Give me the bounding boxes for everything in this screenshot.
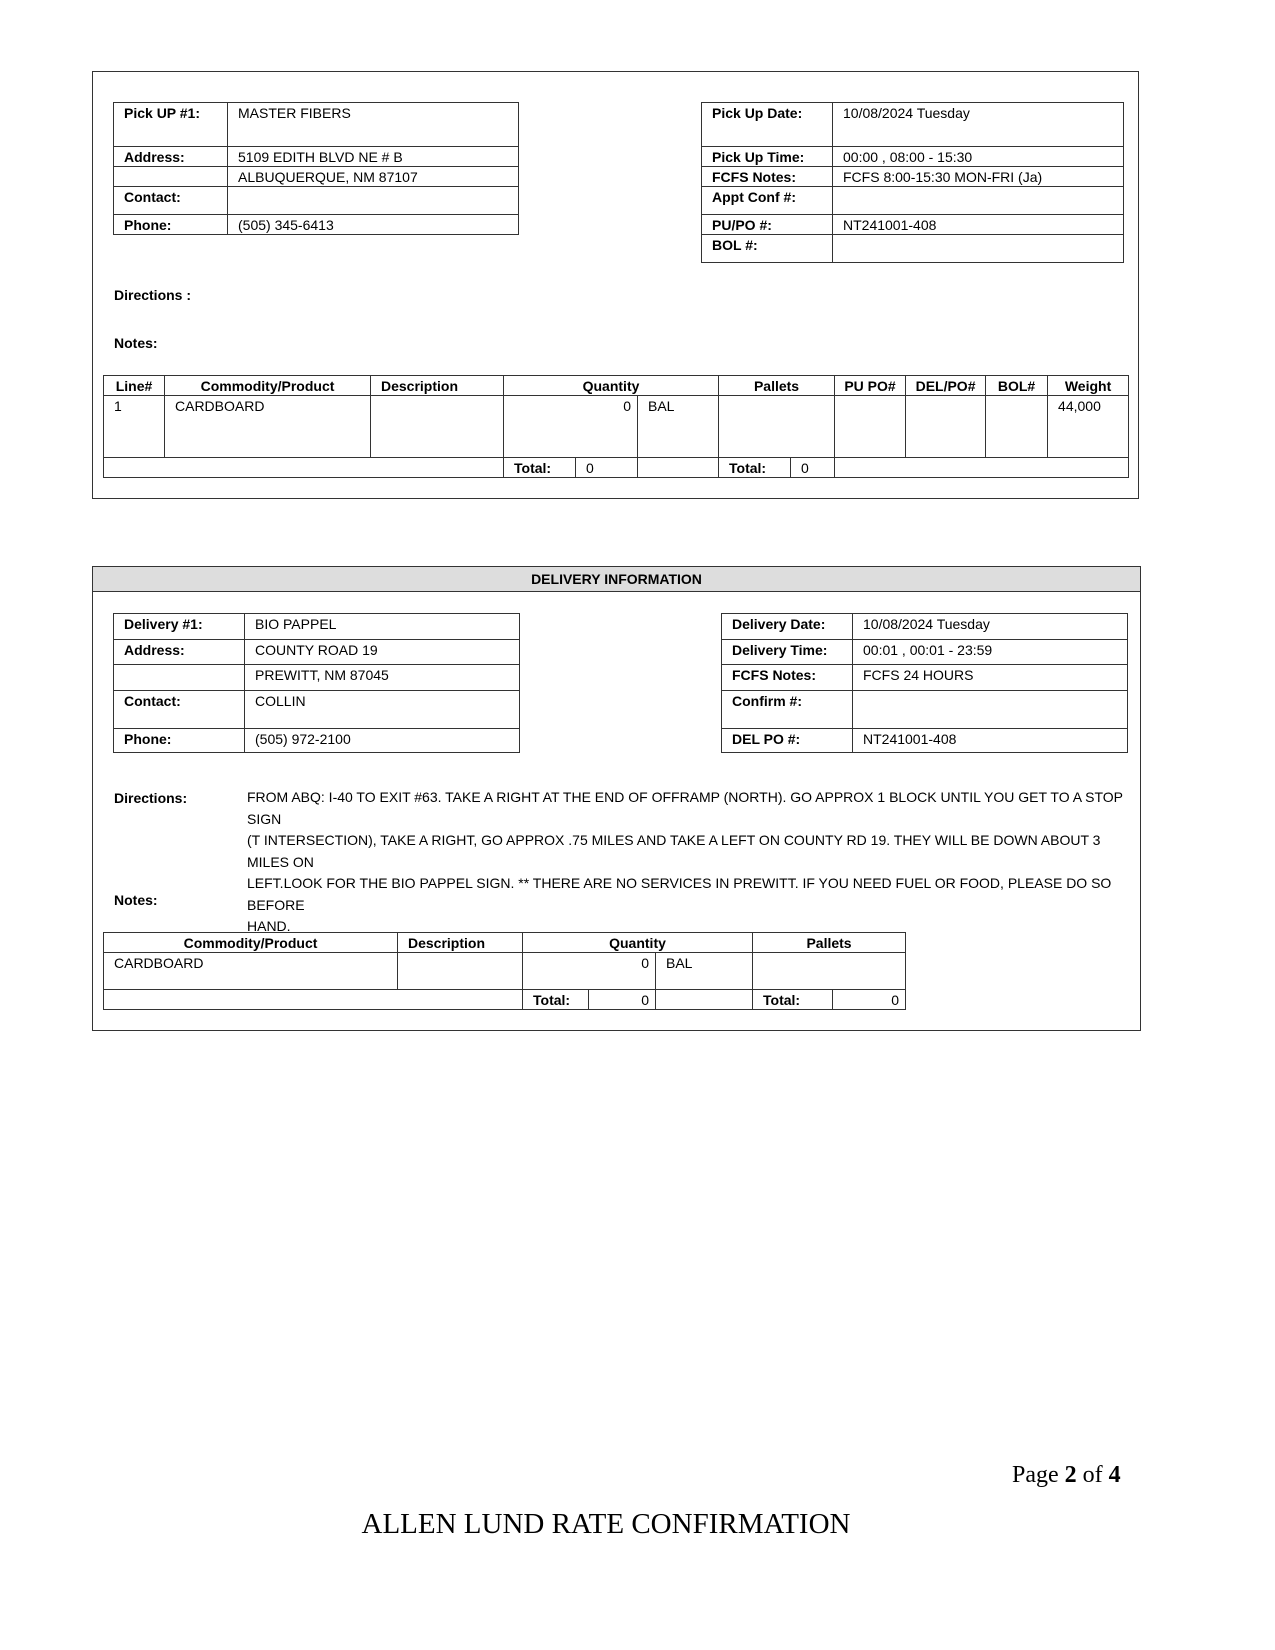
table-row xyxy=(104,953,906,990)
row-pallets xyxy=(719,396,835,458)
col-line: Line# xyxy=(104,376,165,396)
fcfs-notes-label: FCFS Notes: xyxy=(702,167,833,187)
row-unit: BAL xyxy=(638,396,719,458)
delivery-notes-label: Notes: xyxy=(114,892,158,908)
qty-total-blank xyxy=(638,458,719,478)
fcfs-notes-value: FCFS 8:00-15:30 MON-FRI (Ja) xyxy=(833,167,1124,187)
delivery-header-bar xyxy=(93,567,1140,592)
bol-value xyxy=(833,235,1124,263)
delivery-label: Delivery #1: xyxy=(114,614,245,640)
qty-total-label: Total: xyxy=(504,458,576,478)
col-description: Description xyxy=(371,376,504,396)
pu-po-value: NT241001-408 xyxy=(833,215,1124,235)
row-bol xyxy=(986,396,1048,458)
pickup-directions-label: Directions : xyxy=(114,287,192,303)
pallets-total-value: 0 xyxy=(833,990,906,1010)
appt-conf-value xyxy=(833,187,1124,215)
pickup-notes-label: Notes: xyxy=(114,335,158,351)
delivery-time-value: 00:01 , 00:01 - 23:59 xyxy=(853,640,1128,665)
del-po-label: DEL PO #: xyxy=(722,729,853,753)
phone-value: (505) 345-6413 xyxy=(228,215,519,235)
pickup-info-table xyxy=(113,102,519,235)
qty-total-blank xyxy=(656,990,753,1010)
delivery-commodity-table xyxy=(103,932,906,1010)
row-del-po xyxy=(906,396,986,458)
delivery-schedule-table xyxy=(721,613,1128,753)
phone-label: Phone: xyxy=(114,215,228,235)
page-number xyxy=(1012,1462,1121,1489)
pallets-total-label: Total: xyxy=(753,990,833,1010)
address-label: Address: xyxy=(114,147,228,167)
confirm-value xyxy=(853,691,1128,729)
pickup-date-label: Pick Up Date: xyxy=(702,103,833,147)
contact-value xyxy=(228,187,519,215)
col-pu-po: PU PO# xyxy=(835,376,906,396)
col-commodity: Commodity/Product xyxy=(104,933,398,953)
phone-label: Phone: xyxy=(114,729,245,753)
phone-value: (505) 972-2100 xyxy=(245,729,520,753)
page-total: 4 xyxy=(1108,1462,1121,1488)
address-line1: 5109 EDITH BLVD NE # B xyxy=(228,147,519,167)
fcfs-notes-label: FCFS Notes: xyxy=(722,665,853,691)
col-pallets: Pallets xyxy=(753,933,906,953)
address-line2: ALBUQUERQUE, NM 87107 xyxy=(228,167,519,187)
delivery-date-value: 10/08/2024 Tuesday xyxy=(853,614,1128,640)
page-of: of xyxy=(1076,1462,1109,1488)
col-commodity: Commodity/Product xyxy=(165,376,371,396)
contact-value: COLLIN xyxy=(245,691,520,729)
row-quantity: 0 xyxy=(523,953,656,990)
row-quantity: 0 xyxy=(504,396,638,458)
pu-po-label: PU/PO #: xyxy=(702,215,833,235)
delivery-info-table xyxy=(113,613,520,753)
qty-total-label: Total: xyxy=(523,990,589,1010)
del-po-value: NT241001-408 xyxy=(853,729,1128,753)
col-quantity: Quantity xyxy=(504,376,719,396)
col-quantity: Quantity xyxy=(523,933,753,953)
page-current: 2 xyxy=(1064,1462,1077,1488)
bol-label: BOL #: xyxy=(702,235,833,263)
qty-total-value: 0 xyxy=(589,990,656,1010)
pickup-name: MASTER FIBERS xyxy=(228,103,519,147)
col-weight: Weight xyxy=(1048,376,1129,396)
col-pallets: Pallets xyxy=(719,376,835,396)
contact-label: Contact: xyxy=(114,187,228,215)
directions-line: FROM ABQ: I-40 TO EXIT #63. TAKE A RIGHT AT THE END OF OFFRAMP (NORTH). GO APPROX 1 BLOCK UNTIL YOU GET TO A STOP SIGN xyxy=(247,789,1123,827)
qty-total-value: 0 xyxy=(576,458,638,478)
address-label-blank xyxy=(114,167,228,187)
pallets-total-label: Total: xyxy=(719,458,791,478)
total-blank-right xyxy=(835,458,1129,478)
pickup-commodity-table xyxy=(103,375,1129,478)
fcfs-notes-value: FCFS 24 HOURS xyxy=(853,665,1128,691)
directions-line: (T INTERSECTION), TAKE A RIGHT, GO APPROX .75 MILES AND TAKE A LEFT ON COUNTY RD 19. THEY WILL BE DOWN ABOUT 3 MILES ON xyxy=(247,832,1101,870)
pallets-total-value: 0 xyxy=(791,458,835,478)
appt-conf-label: Appt Conf #: xyxy=(702,187,833,215)
delivery-date-label: Delivery Date: xyxy=(722,614,853,640)
delivery-directions-text xyxy=(247,787,1132,938)
directions-line: LEFT.LOOK FOR THE BIO PAPPEL SIGN. ** THERE ARE NO SERVICES IN PREWITT. IF YOU NEED FUEL OR FOOD, PLEASE DO SO BEFORE xyxy=(247,875,1112,913)
address-label: Address: xyxy=(114,640,245,665)
page-prefix: Page xyxy=(1012,1462,1065,1488)
pickup-time-value: 00:00 , 08:00 - 15:30 xyxy=(833,147,1124,167)
row-weight: 44,000 xyxy=(1048,396,1129,458)
pickup-date-value: 10/08/2024 Tuesday xyxy=(833,103,1124,147)
row-unit: BAL xyxy=(656,953,753,990)
col-description: Description xyxy=(398,933,523,953)
address-line2: PREWITT, NM 87045 xyxy=(245,665,520,691)
col-bol: BOL# xyxy=(986,376,1048,396)
col-del-po: DEL/PO# xyxy=(906,376,986,396)
total-blank xyxy=(104,990,523,1010)
row-commodity: CARDBOARD xyxy=(104,953,398,990)
confirm-label: Confirm #: xyxy=(722,691,853,729)
delivery-section-title: DELIVERY INFORMATION xyxy=(531,571,702,587)
total-row xyxy=(104,990,906,1010)
total-blank xyxy=(104,458,504,478)
row-description xyxy=(371,396,504,458)
row-commodity: CARDBOARD xyxy=(165,396,371,458)
address-line1: COUNTY ROAD 19 xyxy=(245,640,520,665)
address-label-blank xyxy=(114,665,245,691)
pickup-time-label: Pick Up Time: xyxy=(702,147,833,167)
pickup-schedule-table xyxy=(701,102,1124,263)
row-pallets xyxy=(753,953,906,990)
row-pu-po xyxy=(835,396,906,458)
directions-line: HAND. xyxy=(247,918,291,934)
table-row xyxy=(104,396,1129,458)
total-row xyxy=(104,458,1129,478)
contact-label: Contact: xyxy=(114,691,245,729)
delivery-time-label: Delivery Time: xyxy=(722,640,853,665)
delivery-name: BIO PAPPEL xyxy=(245,614,520,640)
document-title: ALLEN LUND RATE CONFIRMATION xyxy=(361,1508,851,1540)
delivery-directions-label: Directions: xyxy=(114,790,188,806)
row-line: 1 xyxy=(104,396,165,458)
row-description xyxy=(398,953,523,990)
pickup-label: Pick UP #1: xyxy=(114,103,228,147)
